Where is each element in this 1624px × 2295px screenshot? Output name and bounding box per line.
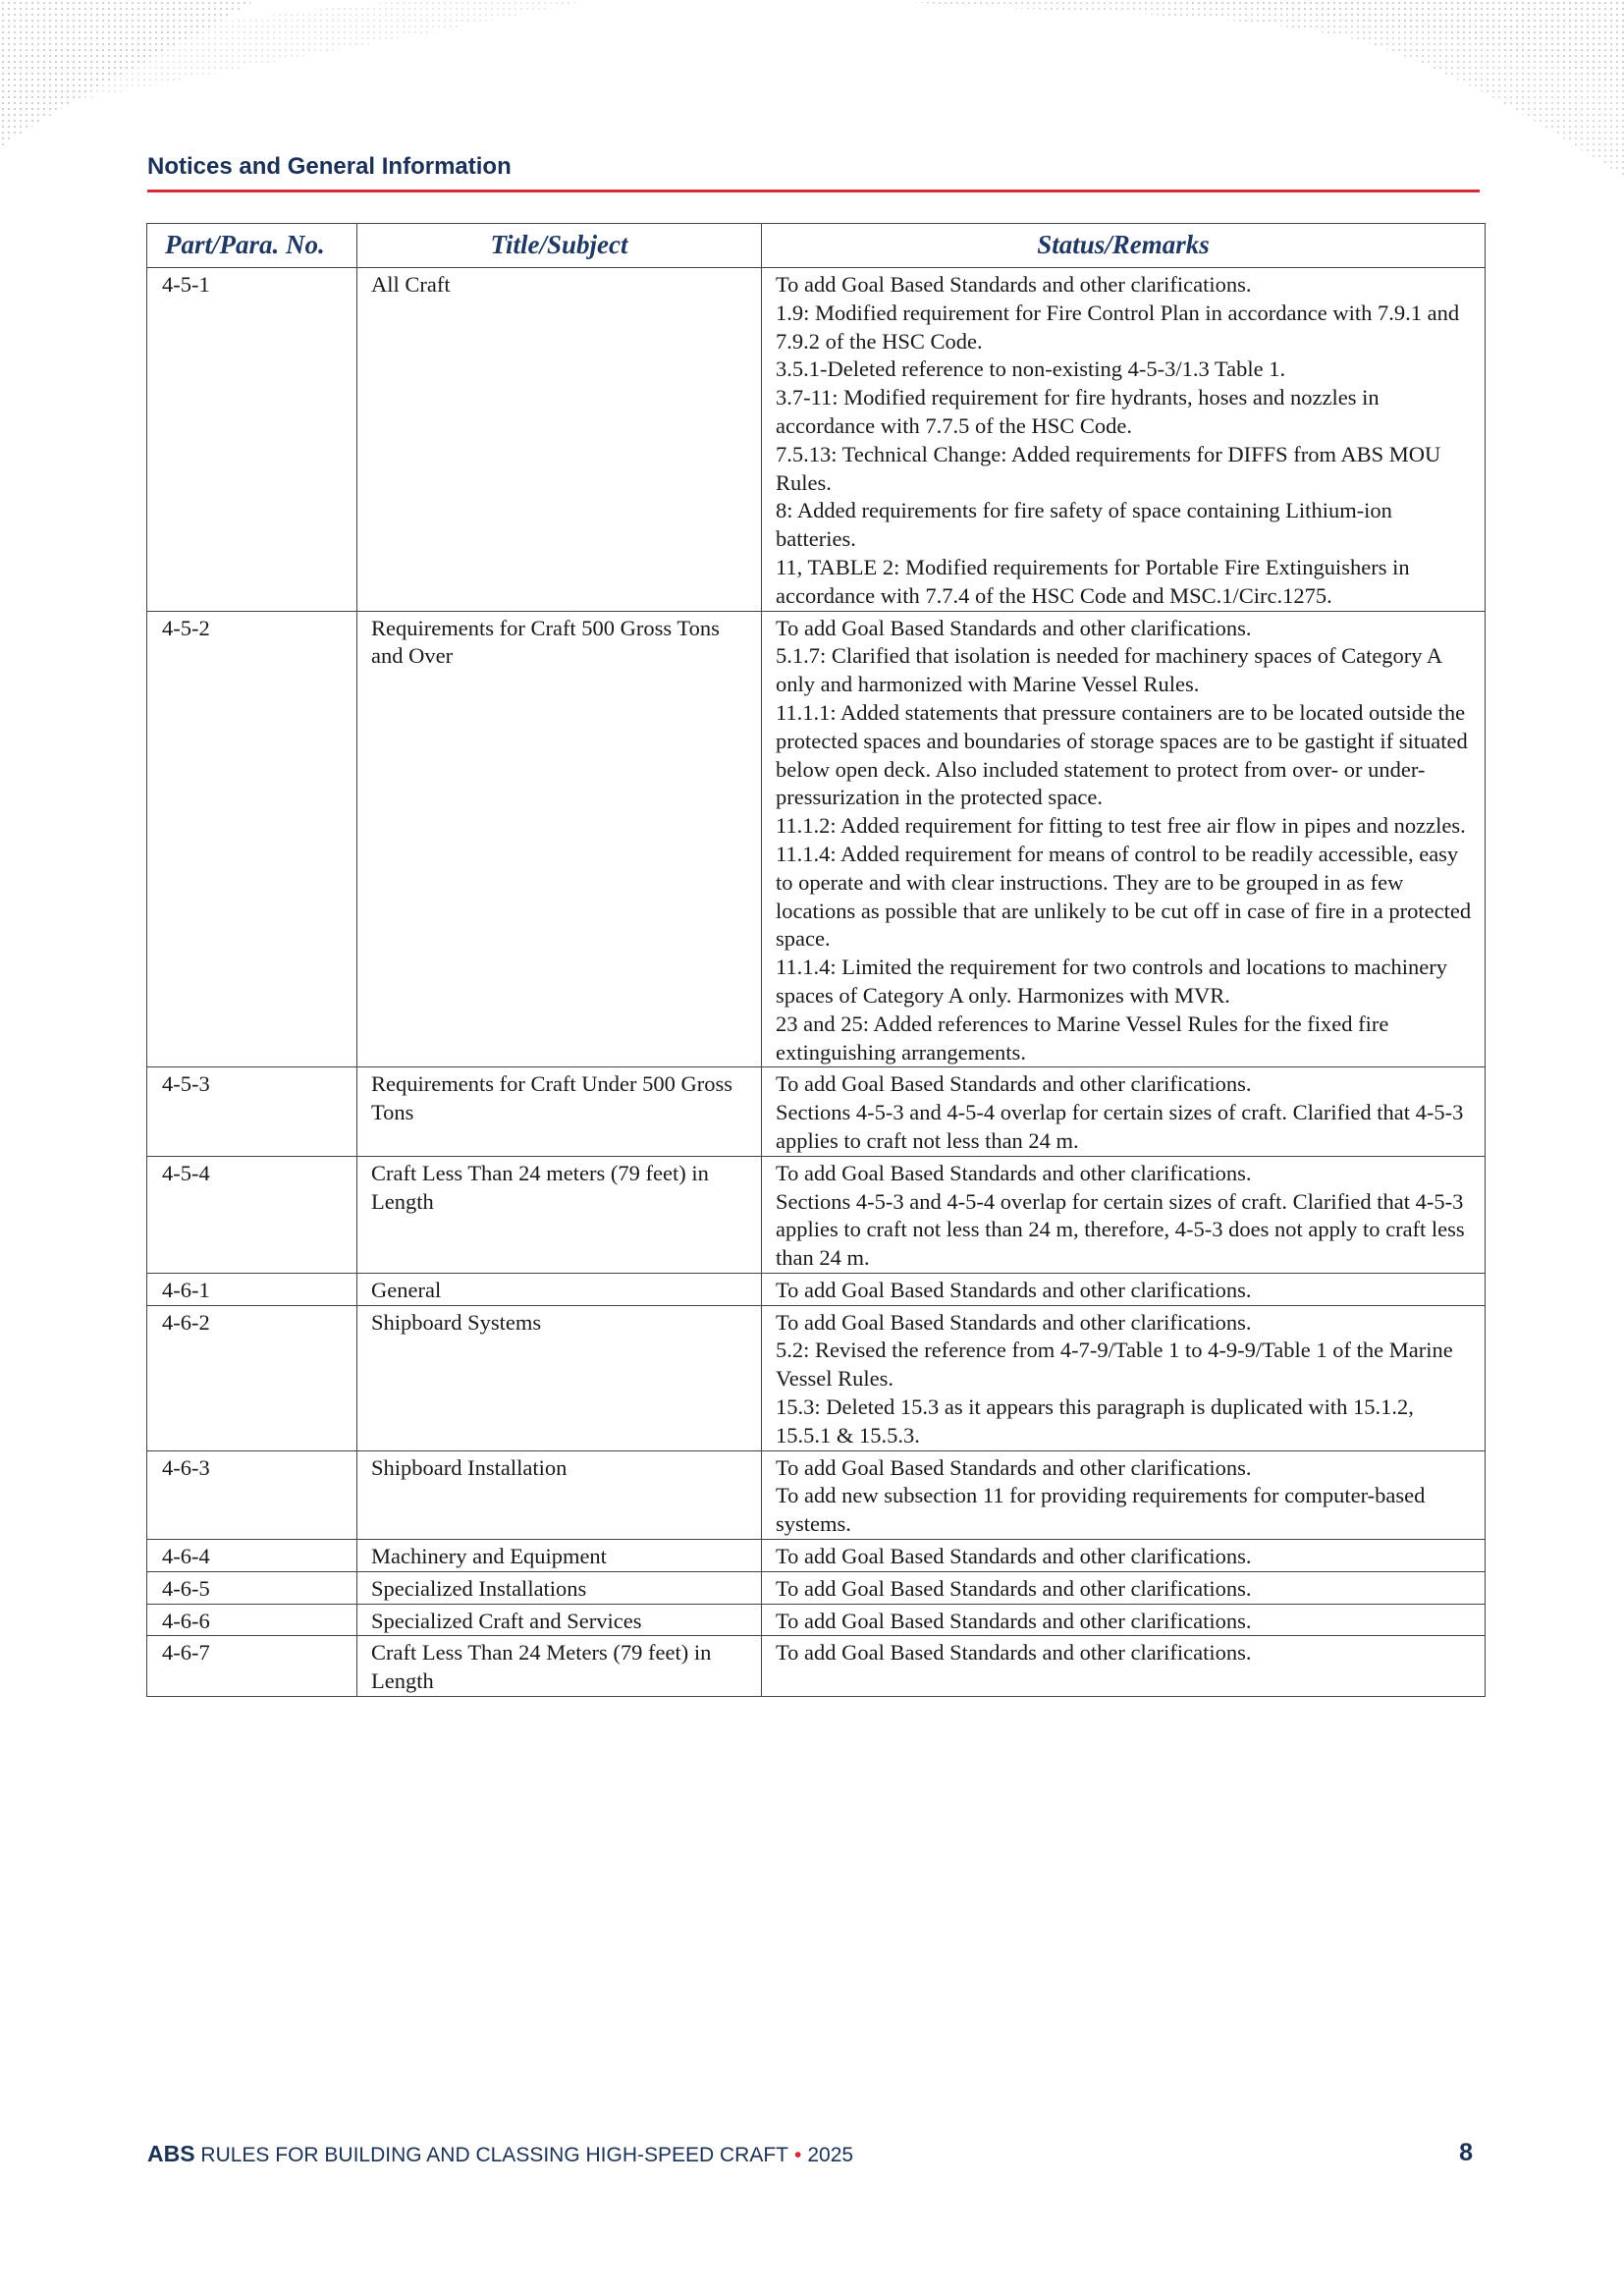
remark-line: To add Goal Based Standards and other clarifications. [776,1309,1252,1335]
remark-line: To add Goal Based Standards and other clarifications. [776,1608,1252,1633]
remark-line: To add Goal Based Standards and other clarifications. [776,1575,1252,1601]
part-number-cell: 4-5-2 [147,611,357,1067]
title-subject-cell: Specialized Craft and Services [357,1604,762,1636]
table-row [147,1305,1486,1450]
status-remarks-cell [762,1636,1486,1697]
column-header-title: Title/Subject [357,224,762,268]
status-remarks-cell [762,1571,1486,1604]
remark-line: 11.1.4: Limited the requirement for two controls and locations to machinery spaces of Category A only. Harmonizes with MVR. [776,955,1447,1008]
part-number-cell: 4-6-7 [147,1636,357,1697]
table-row [147,1067,1486,1156]
part-number-cell: 4-6-3 [147,1450,357,1539]
title-rule [147,190,1480,192]
changes-table [146,223,1486,1697]
part-number-cell: 4-5-1 [147,268,357,612]
remark-line: 11.1.4: Added requirement for means of control to be readily accessible, easy to operate and with clear instructions. They are to be grouped in as few locations as possible that are unlikely to be cut off in case of fire in a protected space. [776,841,1472,952]
table-row [147,1273,1486,1305]
status-remarks-cell [762,611,1486,1067]
remark-line: To add Goal Based Standards and other clarifications. [776,1544,1252,1569]
status-remarks-cell [762,1273,1486,1305]
remark-line: 11, TABLE 2: Modified requirements for Portable Fire Extinguishers in accordance with 7.7.4 of the HSC Code and MSC.1/Circ.1275. [776,554,1410,608]
remark-line: 11.1.2: Added requirement for fitting to test free air flow in pipes and nozzles. [776,813,1466,839]
remark-line: 1.9: Modified requirement for Fire Control Plan in accordance with 7.9.1 and 7.9.2 of the HSC Code. [776,300,1460,354]
table-row [147,268,1486,612]
table-row [147,1636,1486,1697]
remark-line: To add Goal Based Standards and other clarifications. [776,615,1252,640]
publication-title: RULES FOR BUILDING AND CLASSING HIGH-SPEED CRAFT [200,2144,789,2166]
title-subject-cell: General [357,1273,762,1305]
column-header-part: Part/Para. No. [147,224,357,268]
footer-publication [147,2141,853,2167]
table-row [147,611,1486,1067]
status-remarks-cell [762,1540,1486,1572]
page-number: 8 [1459,2139,1473,2166]
remark-line: To add Goal Based Standards and other clarifications. [776,1454,1252,1480]
title-subject-cell: Requirements for Craft 500 Gross Tons and Over [357,611,762,1067]
title-subject-cell: Requirements for Craft Under 500 Gross Tons [357,1067,762,1156]
table-row [147,1571,1486,1604]
title-subject-cell: Machinery and Equipment [357,1540,762,1572]
column-header-remarks: Status/Remarks [762,224,1486,268]
remark-line: 3.5.1-Deleted reference to non-existing 4-5-3/1.3 Table 1. [776,356,1286,382]
part-number-cell: 4-6-4 [147,1540,357,1572]
table-header-row [147,224,1486,268]
remark-line: 5.1.7: Clarified that isolation is needed for machinery spaces of Category A only and harmonized with Marine Vessel Rules. [776,643,1441,697]
publication-year: 2025 [807,2144,854,2166]
footer-separator: • [794,2144,802,2166]
table-row [147,1450,1486,1539]
part-number-cell: 4-6-5 [147,1571,357,1604]
abs-logo-text: ABS [147,2141,195,2166]
status-remarks-cell [762,1604,1486,1636]
remark-line: To add Goal Based Standards and other clarifications. [776,1071,1252,1097]
remark-line: 8: Added requirements for fire safety of space containing Lithium-ion batteries. [776,498,1392,552]
status-remarks-cell [762,1067,1486,1156]
part-number-cell: 4-6-6 [147,1604,357,1636]
remark-line: To add Goal Based Standards and other clarifications. [776,1640,1252,1666]
status-remarks-cell [762,1450,1486,1539]
remark-line: 7.5.13: Technical Change: Added requirements for DIFFS from ABS MOU Rules. [776,441,1441,495]
part-number-cell: 4-5-3 [147,1067,357,1156]
status-remarks-cell [762,268,1486,612]
remark-line: Sections 4-5-3 and 4-5-4 overlap for certain sizes of craft. Clarified that 4-5-3 applies to craft not less than 24 m, therefore, 4-5-3 does not apply to craft less than 24 m. [776,1188,1465,1271]
title-subject-cell: Craft Less Than 24 meters (79 feet) in Length [357,1156,762,1273]
title-subject-cell: All Craft [357,268,762,612]
remark-line: 23 and 25: Added references to Marine Vessel Rules for the fixed fire extinguishing arrangements. [776,1011,1389,1065]
title-subject-cell: Shipboard Systems [357,1305,762,1450]
remark-line: To add Goal Based Standards and other clarifications. [776,1277,1252,1302]
status-remarks-cell [762,1305,1486,1450]
remark-line: 15.3: Deleted 15.3 as it appears this paragraph is duplicated with 15.1.2, 15.5.1 & 15.5.3. [776,1394,1414,1448]
remark-line: To add Goal Based Standards and other clarifications. [776,1160,1252,1185]
status-remarks-cell [762,1156,1486,1273]
remark-line: To add Goal Based Standards and other clarifications. [776,272,1252,297]
remark-line: 11.1.1: Added statements that pressure containers are to be located outside the protected spaces and boundaries of storage spaces are to be gastight if situated below open deck. Also included statement to protect from over- or under-pressurization in the protected space. [776,699,1468,810]
part-number-cell: 4-6-2 [147,1305,357,1450]
title-subject-cell: Specialized Installations [357,1571,762,1604]
part-number-cell: 4-5-4 [147,1156,357,1273]
remark-line: 5.2: Revised the reference from 4-7-9/Table 1 to 4-9-9/Table 1 of the Marine Vessel Rules. [776,1338,1453,1392]
title-subject-cell: Shipboard Installation [357,1450,762,1539]
remark-line: 3.7-11: Modified requirement for fire hydrants, hoses and nozzles in accordance with 7.7.5 of the HSC Code. [776,385,1380,438]
table-row [147,1540,1486,1572]
title-subject-cell: Craft Less Than 24 Meters (79 feet) in Length [357,1636,762,1697]
table-row [147,1604,1486,1636]
table-body [147,268,1486,1697]
remark-line: Sections 4-5-3 and 4-5-4 overlap for certain sizes of craft. Clarified that 4-5-3 applies to craft not less than 24 m. [776,1100,1464,1153]
remark-line: To add new subsection 11 for providing requirements for computer-based systems. [776,1483,1426,1537]
part-number-cell: 4-6-1 [147,1273,357,1305]
section-title: Notices and General Information [147,153,512,180]
table-row [147,1156,1486,1273]
